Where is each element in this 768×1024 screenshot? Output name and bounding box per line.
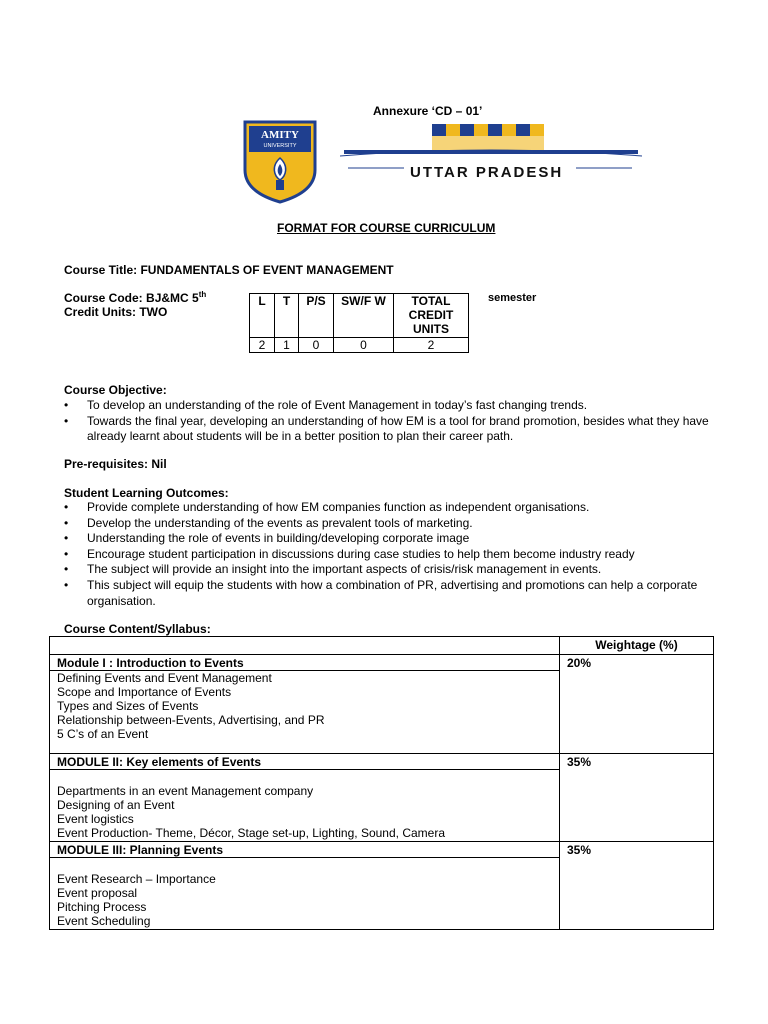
module-weightage: 20% xyxy=(560,655,714,754)
course-code-value: BJ&MC 5 xyxy=(146,291,199,305)
credit-value-l: 2 xyxy=(250,338,275,353)
outcome-item: • Encourage student participation in discussions during case studies to help them become industry ready xyxy=(64,547,704,563)
course-code-line xyxy=(64,291,206,306)
module-topic: Defining Events and Event Management xyxy=(57,671,272,685)
syllabus-heading: Course Content/Syllabus: xyxy=(64,622,211,636)
module-topic: Event Production- Theme, Décor, Stage set-up, Lighting, Sound, Camera xyxy=(57,826,445,840)
outcome-item: • Develop the understanding of the events as prevalent tools of marketing. xyxy=(64,516,704,532)
syllabus-table xyxy=(49,636,714,930)
credit-units-label: Credit Units: xyxy=(64,305,136,319)
course-title-label: Course Title: xyxy=(64,263,138,277)
module-topic: Designing of an Event xyxy=(57,798,175,812)
credit-header-swfw: SW/F W xyxy=(334,294,394,338)
module-topic: 5 C’s of an Event xyxy=(57,727,149,741)
objective-item: • To develop an understanding of the role of Event Management in today’s fast changing trends. xyxy=(64,398,736,414)
outcomes-heading: Student Learning Outcomes: xyxy=(64,486,229,500)
amity-shield-logo xyxy=(243,120,317,204)
semester-label: semester xyxy=(488,292,537,304)
module-weightage: 35% xyxy=(560,842,714,930)
module-title: MODULE III: Planning Events xyxy=(50,843,559,858)
credit-table-header-row xyxy=(250,294,469,338)
credit-header-t: T xyxy=(275,294,299,338)
objective-item: • Towards the final year, developing an understanding of how EM is a tool for brand promotion, besides what they have already learnt about students will be in a better position to plan their career path. xyxy=(64,414,736,445)
course-code-label: Course Code: xyxy=(64,291,143,305)
credit-header-ps: P/S xyxy=(299,294,334,338)
prerequisites: Pre-requisites: Nil xyxy=(64,457,167,471)
module-row xyxy=(50,655,714,754)
outcome-item: • Provide complete understanding of how EM companies function as independent organisations. xyxy=(64,500,704,516)
logo-text-top: AMITY xyxy=(261,129,299,141)
credit-units-value: TWO xyxy=(139,305,168,319)
credit-header-total: TOTAL CREDIT UNITS xyxy=(394,294,469,338)
module-weightage: 35% xyxy=(560,754,714,842)
credit-header-l: L xyxy=(250,294,275,338)
outcomes-list xyxy=(64,500,704,609)
module-topic: Scope and Importance of Events xyxy=(57,685,232,699)
credit-table xyxy=(249,293,469,353)
credit-value-total: 2 xyxy=(394,338,469,353)
module-title: MODULE II: Key elements of Events xyxy=(50,755,559,770)
module-topic: Relationship between-Events, Advertising, and PR xyxy=(57,713,325,727)
module-topic: Event Research – Importance xyxy=(57,872,216,886)
course-title-line xyxy=(64,263,394,278)
syllabus-header-row xyxy=(50,637,714,655)
credit-units-line xyxy=(64,305,167,320)
module-row xyxy=(50,754,714,842)
credit-value-swfw: 0 xyxy=(334,338,394,353)
module-topic: Event proposal xyxy=(57,886,138,900)
outcome-item: • The subject will provide an insight into the important aspects of crisis/risk management in events. xyxy=(64,562,704,578)
credit-value-ps: 0 xyxy=(299,338,334,353)
syllabus-header-blank xyxy=(50,637,560,655)
format-title: FORMAT FOR COURSE CURRICULUM xyxy=(277,221,496,235)
credit-table-value-row xyxy=(250,338,469,353)
objective-heading: Course Objective: xyxy=(64,383,167,397)
module-topic: Types and Sizes of Events xyxy=(57,699,199,713)
outcome-item: • Understanding the role of events in building/developing corporate image xyxy=(64,531,704,547)
weightage-header: Weightage (%) xyxy=(560,637,714,655)
module-row xyxy=(50,842,714,930)
module-topic: Pitching Process xyxy=(57,900,147,914)
uttar-pradesh-label: UTTAR PRADESH xyxy=(410,164,564,181)
credit-value-t: 1 xyxy=(275,338,299,353)
logo-text-sub: UNIVERSITY xyxy=(263,143,297,149)
objective-list xyxy=(64,398,736,445)
annexure-label: Annexure ‘CD – 01’ xyxy=(373,104,483,118)
course-title-value: FUNDAMENTALS OF EVENT MANAGEMENT xyxy=(140,263,394,277)
module-topic: Departments in an event Management company xyxy=(57,784,314,798)
module-title: Module I : Introduction to Events xyxy=(50,656,559,671)
outcome-item: • This subject will equip the students with how a combination of PR, advertising and promotions can help a corporate organisation. xyxy=(64,578,704,609)
course-code-sup: th xyxy=(198,290,207,299)
module-topic: Event logistics xyxy=(57,812,134,826)
module-topic: Event Scheduling xyxy=(57,914,151,928)
